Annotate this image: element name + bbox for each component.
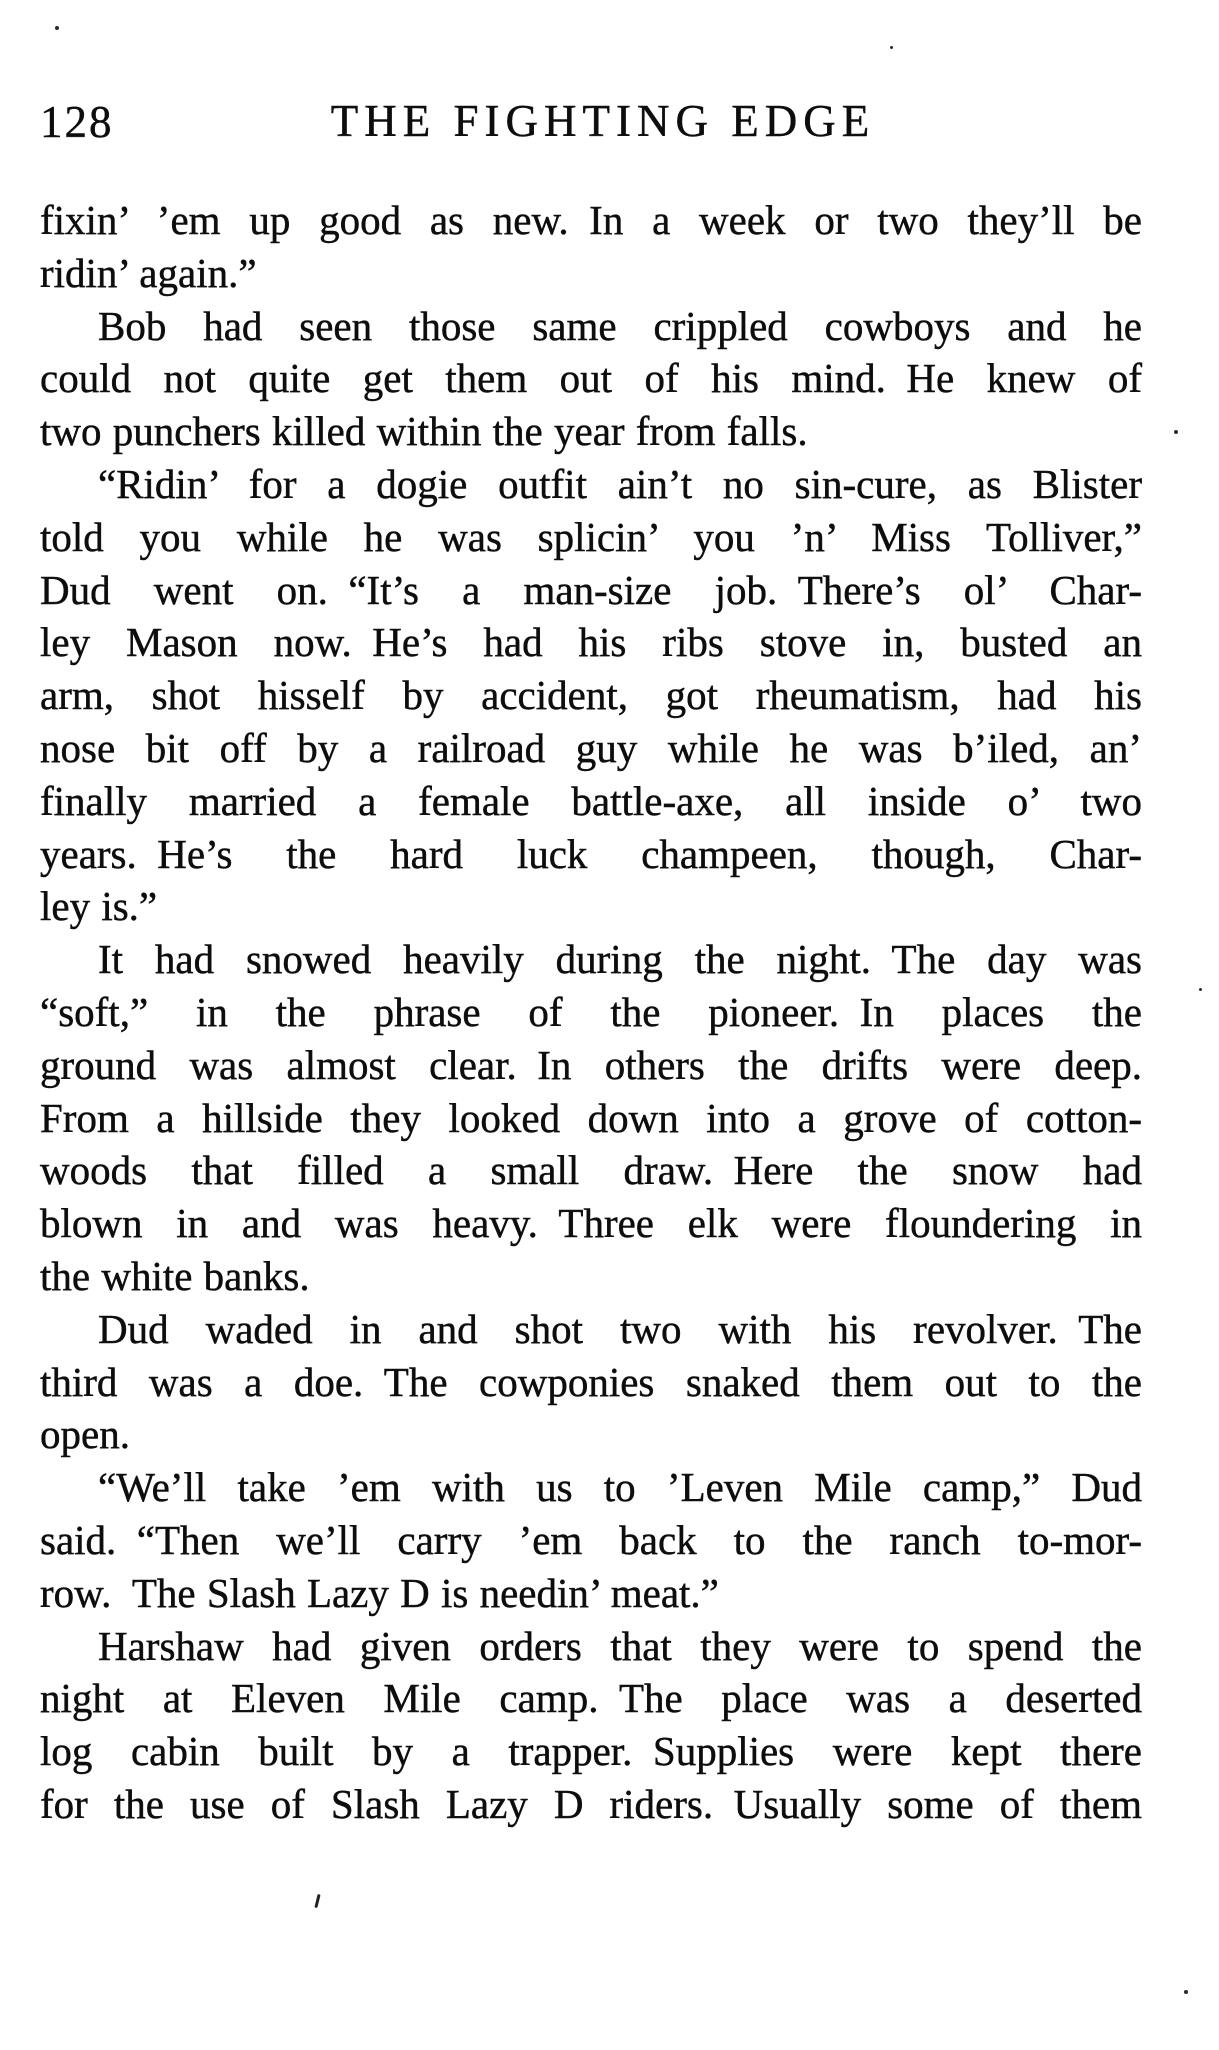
text-line: fixin’ ’em up good as new. In a week or two they’ll be xyxy=(40,197,1142,243)
text-line: woods that filled a small draw. Here the snow had xyxy=(40,1147,1142,1194)
text-line: third was a doe. The cowponies snaked them out to the xyxy=(40,1358,1142,1405)
text-line: Harshaw had given orders that they were to spend the xyxy=(98,1622,1142,1669)
scan-speck xyxy=(1199,988,1202,991)
text-line: open. xyxy=(40,1411,130,1458)
text-line: “Ridin’ for a dogie outfit ain’t no sin-cure, as Blister xyxy=(98,460,1142,507)
scan-speck xyxy=(55,26,59,30)
scan-speck xyxy=(314,1894,320,1908)
text-line: said. “Then we’ll carry ’em back to the ranch to-mor- xyxy=(40,1516,1142,1563)
running-title: THE FIGHTING EDGE xyxy=(330,96,876,146)
text-line: Dud waded in and shot two with his revolver. The xyxy=(98,1305,1142,1352)
text-line: finally married a female battle-axe, all inside o’ two xyxy=(40,777,1142,824)
text-line: row. The Slash Lazy D is needin’ meat.” xyxy=(40,1569,719,1616)
text-line: It had snowed heavily during the night. The day was xyxy=(98,936,1142,983)
text-line: ridin’ again.” xyxy=(40,249,257,296)
text-line: two punchers killed within the year from falls. xyxy=(40,408,808,455)
text-line: ground was almost clear. In others the drifts were deep. xyxy=(40,1041,1142,1088)
scan-speck xyxy=(1174,430,1178,434)
text-line: ley Mason now. He’s had his ribs stove in, busted an xyxy=(40,619,1142,666)
text-line: told you while he was splicin’ you ’n’ Miss Tolliver,” xyxy=(40,513,1142,560)
text-line: nose bit off by a railroad guy while he was b’iled, an’ xyxy=(40,724,1142,771)
scan-speck xyxy=(890,46,893,49)
text-line: “We’ll take ’em with us to ’Leven Mile camp,” Dud xyxy=(98,1464,1142,1511)
text-line: the white banks. xyxy=(40,1252,310,1299)
page-number: 128 xyxy=(40,97,114,147)
text-line: log cabin built by a trapper. Supplies were kept there xyxy=(40,1728,1142,1775)
text-block xyxy=(40,194,1142,1831)
text-line: night at Eleven Mile camp. The place was a deserted xyxy=(40,1675,1142,1722)
text-line: years. He’s the hard luck champeen, though, Char- xyxy=(40,830,1142,877)
text-line: for the use of Slash Lazy D riders. Usually some of them xyxy=(40,1780,1142,1827)
text-line: could not quite get them out of his mind. He knew of xyxy=(40,355,1142,402)
text-line: “soft,” in the phrase of the pioneer. In places the xyxy=(40,988,1142,1035)
text-line: ley is.” xyxy=(40,883,158,930)
page-header xyxy=(40,96,1142,150)
text-line: Dud went on. “It’s a man-size job. There’s ol’ Char- xyxy=(40,566,1142,613)
text-line: blown in and was heavy. Three elk were floundering in xyxy=(40,1200,1142,1247)
text-line: Bob had seen those same crippled cowboys and he xyxy=(98,302,1142,349)
text-line: From a hillside they looked down into a grove of cotton- xyxy=(40,1094,1142,1141)
text-line: arm, shot hisself by accident, got rheumatism, had his xyxy=(40,672,1142,719)
scan-speck xyxy=(1184,1990,1188,1994)
